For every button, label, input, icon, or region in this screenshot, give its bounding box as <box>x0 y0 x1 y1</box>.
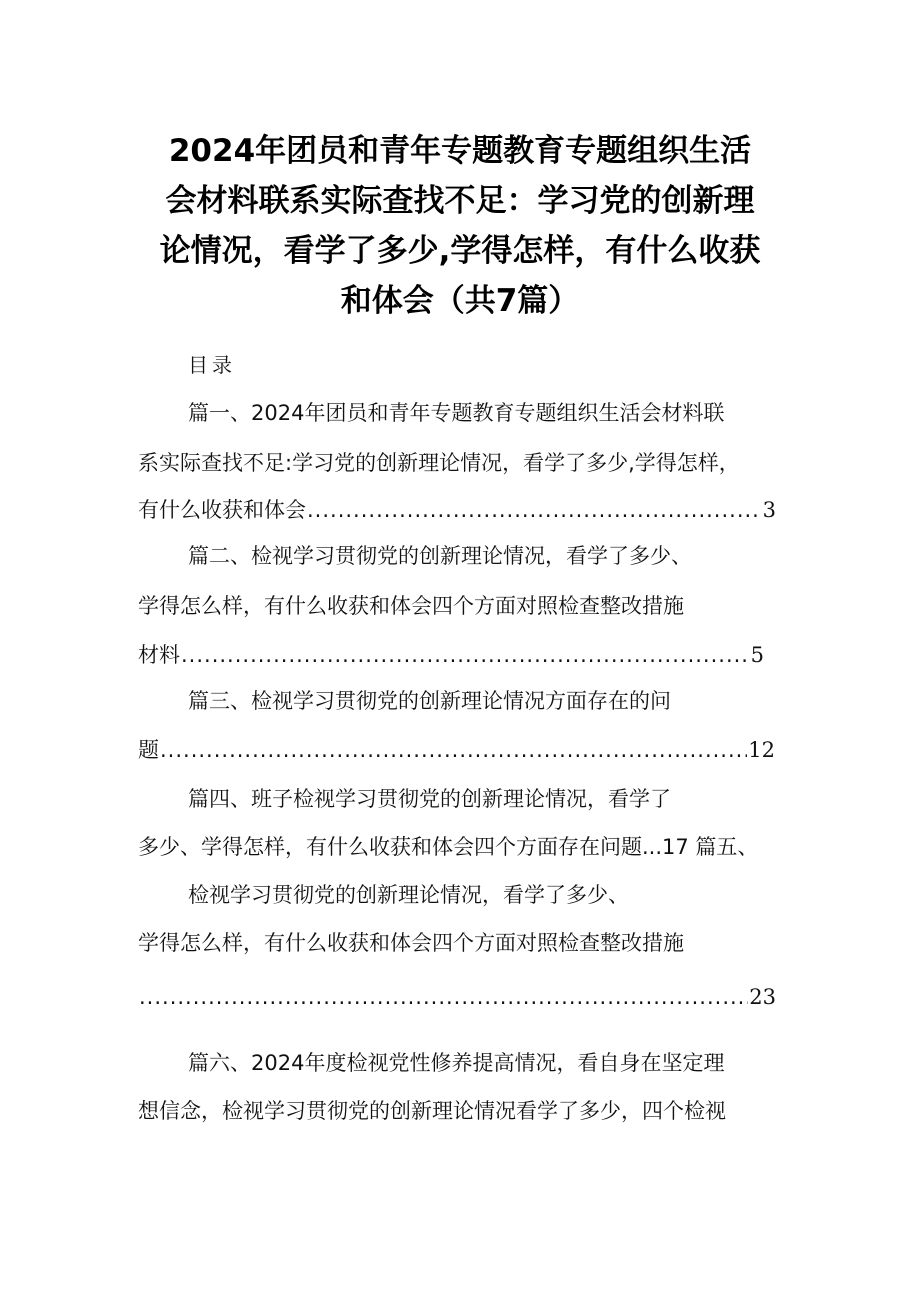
title-line-4: 和体会（共7篇） <box>340 283 580 319</box>
toc-entry-2-text: 材料 <box>138 643 180 667</box>
toc-entry-3-line-2[interactable] <box>138 735 775 765</box>
title-line-1: 2024年团员和青年专题教育专题组织生活 <box>168 133 752 169</box>
toc-leader-dots <box>160 735 747 765</box>
toc-entry-1-line-1: 篇一、2024年团员和青年专题教育专题组织生活会材料联 <box>188 401 725 425</box>
toc-entry-2-line-2: 学得怎么样，有什么收获和体会四个方面对照检查整改措施 <box>138 594 684 618</box>
toc-leader-dots <box>139 982 748 1012</box>
toc-entry-6-line-2: 想信念，检视学习贯彻党的创新理论情况看学了多少，四个检视 <box>138 1099 726 1123</box>
title-line-3: 论情况，看学了多少,学得怎样，有什么收获 <box>159 233 761 269</box>
toc-entry-5-line-2: 学得怎么样，有什么收获和体会四个方面对照检查整改措施 <box>138 931 684 955</box>
toc-entry-2-line-3[interactable] <box>138 640 764 670</box>
toc-entry-4-line-1: 篇四、班子检视学习贯彻党的创新理论情况，看学了 <box>188 787 671 811</box>
toc-entry-5-line-3[interactable] <box>138 982 776 1012</box>
toc-entry-2-line-1: 篇二、检视学习贯彻党的创新理论情况，看学了多少、 <box>188 544 692 568</box>
toc-heading: 目录 <box>188 353 236 377</box>
toc-leader-dots <box>181 640 750 670</box>
toc-entry-1-text: 有什么收获和体会 <box>138 498 306 522</box>
toc-entry-1-page: 3 <box>762 498 776 522</box>
toc-entry-6-line-1: 篇六、2024年度检视党性修养提高情况，看自身在坚定理 <box>188 1051 725 1075</box>
toc-entry-1-line-2: 系实际查找不足:学习党的创新理论情况，看学了多少,学得怎样， <box>138 451 740 475</box>
toc-entry-2-page: 5 <box>750 643 764 667</box>
toc-entry-5-page: 23 <box>749 985 776 1009</box>
toc-entry-3-text: 题 <box>138 738 159 762</box>
toc-entry-5-line-1: 检视学习贯彻党的创新理论情况，看学了多少、 <box>188 883 629 907</box>
toc-entry-3-page: 12 <box>748 738 775 762</box>
document-title <box>120 126 800 326</box>
toc-leader-dots <box>307 495 762 525</box>
toc-entry-4-line-2[interactable]: 多少、学得怎样，有什么收获和体会四个方面存在问题...17 篇五、 <box>138 835 759 859</box>
toc-entry-3-line-1: 篇三、检视学习贯彻党的创新理论情况方面存在的问 <box>188 689 671 713</box>
title-line-2: 会材料联系实际查找不足：学习党的创新理 <box>165 183 755 219</box>
toc-entry-1-line-3[interactable] <box>138 495 776 525</box>
